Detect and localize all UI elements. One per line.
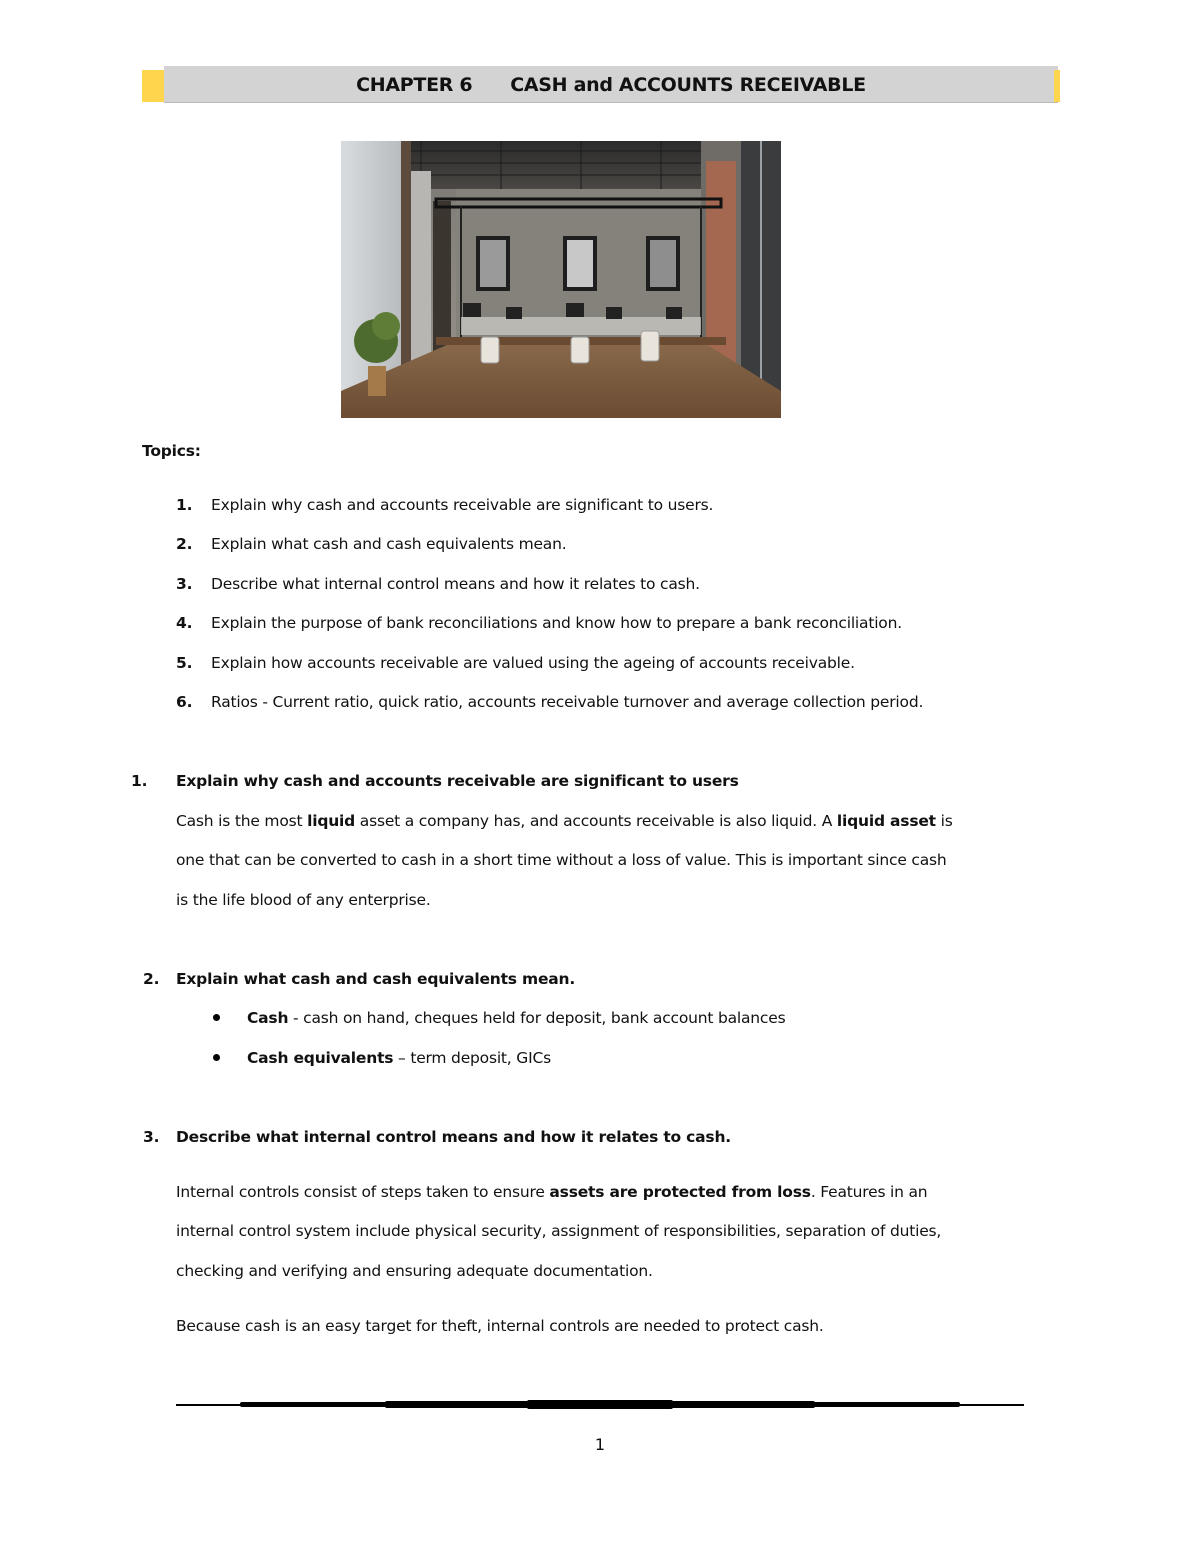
- topic-item: 6.: [176, 693, 193, 711]
- topic-text: Ratios - Current ratio, quick ratio, accounts receivable turnover and average collection period.: [211, 693, 924, 711]
- section-2-number: 2.: [143, 970, 160, 988]
- section-1-heading: Explain why cash and accounts receivable are significant to users: [176, 772, 739, 790]
- section-2-heading: Explain what cash and cash equivalents mean.: [176, 970, 576, 988]
- topics-heading: Topics:: [142, 442, 201, 460]
- office-interior-photo: [341, 141, 781, 418]
- bullet-icon: [213, 1054, 220, 1061]
- topic-item: 5.: [176, 654, 193, 672]
- topic-text: Explain the purpose of bank reconciliations and know how to prepare a bank reconciliation.: [211, 614, 902, 632]
- topic-item: 4.: [176, 614, 193, 632]
- chapter-name: CASH and ACCOUNTS RECEIVABLE: [510, 74, 866, 96]
- topic-text: Explain why cash and accounts receivable are significant to users.: [211, 496, 714, 514]
- section-3-number: 3.: [143, 1128, 160, 1146]
- section-1-paragraph-line: Cash is the most liquid asset a company has, and accounts receivable is also liquid. A liquid asset is: [176, 812, 953, 830]
- title-bar-accent-left: [142, 70, 164, 102]
- topic-text: Describe what internal control means and how it relates to cash.: [211, 575, 700, 593]
- section-1-paragraph-line: is the life blood of any enterprise.: [176, 891, 431, 909]
- page-number: 1: [594, 1435, 606, 1454]
- chapter-title: [164, 66, 1058, 102]
- bullet-item: Cash equivalents – term deposit, GICs: [247, 1049, 551, 1067]
- topic-item: 2.: [176, 535, 193, 553]
- section-1-number: 1.: [131, 772, 148, 790]
- section-3-paragraph-line: Internal controls consist of steps taken to ensure assets are protected from loss. Features in an: [176, 1183, 928, 1201]
- chapter-number: CHAPTER 6: [356, 74, 473, 96]
- topic-item: 1.: [176, 496, 193, 514]
- bullet-icon: [213, 1014, 220, 1021]
- topic-text: Explain how accounts receivable are valued using the ageing of accounts receivable.: [211, 654, 855, 672]
- section-3-paragraph-line: internal control system include physical security, assignment of responsibilities, separation of duties,: [176, 1222, 942, 1240]
- topic-item: 3.: [176, 575, 193, 593]
- section-1-paragraph-line: one that can be converted to cash in a short time without a loss of value. This is important since cash: [176, 851, 947, 869]
- section-3-heading: Describe what internal control means and how it relates to cash.: [176, 1128, 731, 1146]
- footer-rule-center: [527, 1400, 673, 1409]
- bullet-item: Cash - cash on hand, cheques held for deposit, bank account balances: [247, 1009, 786, 1027]
- section-3-paragraph-line: checking and verifying and ensuring adequate documentation.: [176, 1262, 653, 1280]
- section-3-paragraph-line: Because cash is an easy target for theft, internal controls are needed to protect cash.: [176, 1317, 824, 1335]
- topic-text: Explain what cash and cash equivalents mean.: [211, 535, 567, 553]
